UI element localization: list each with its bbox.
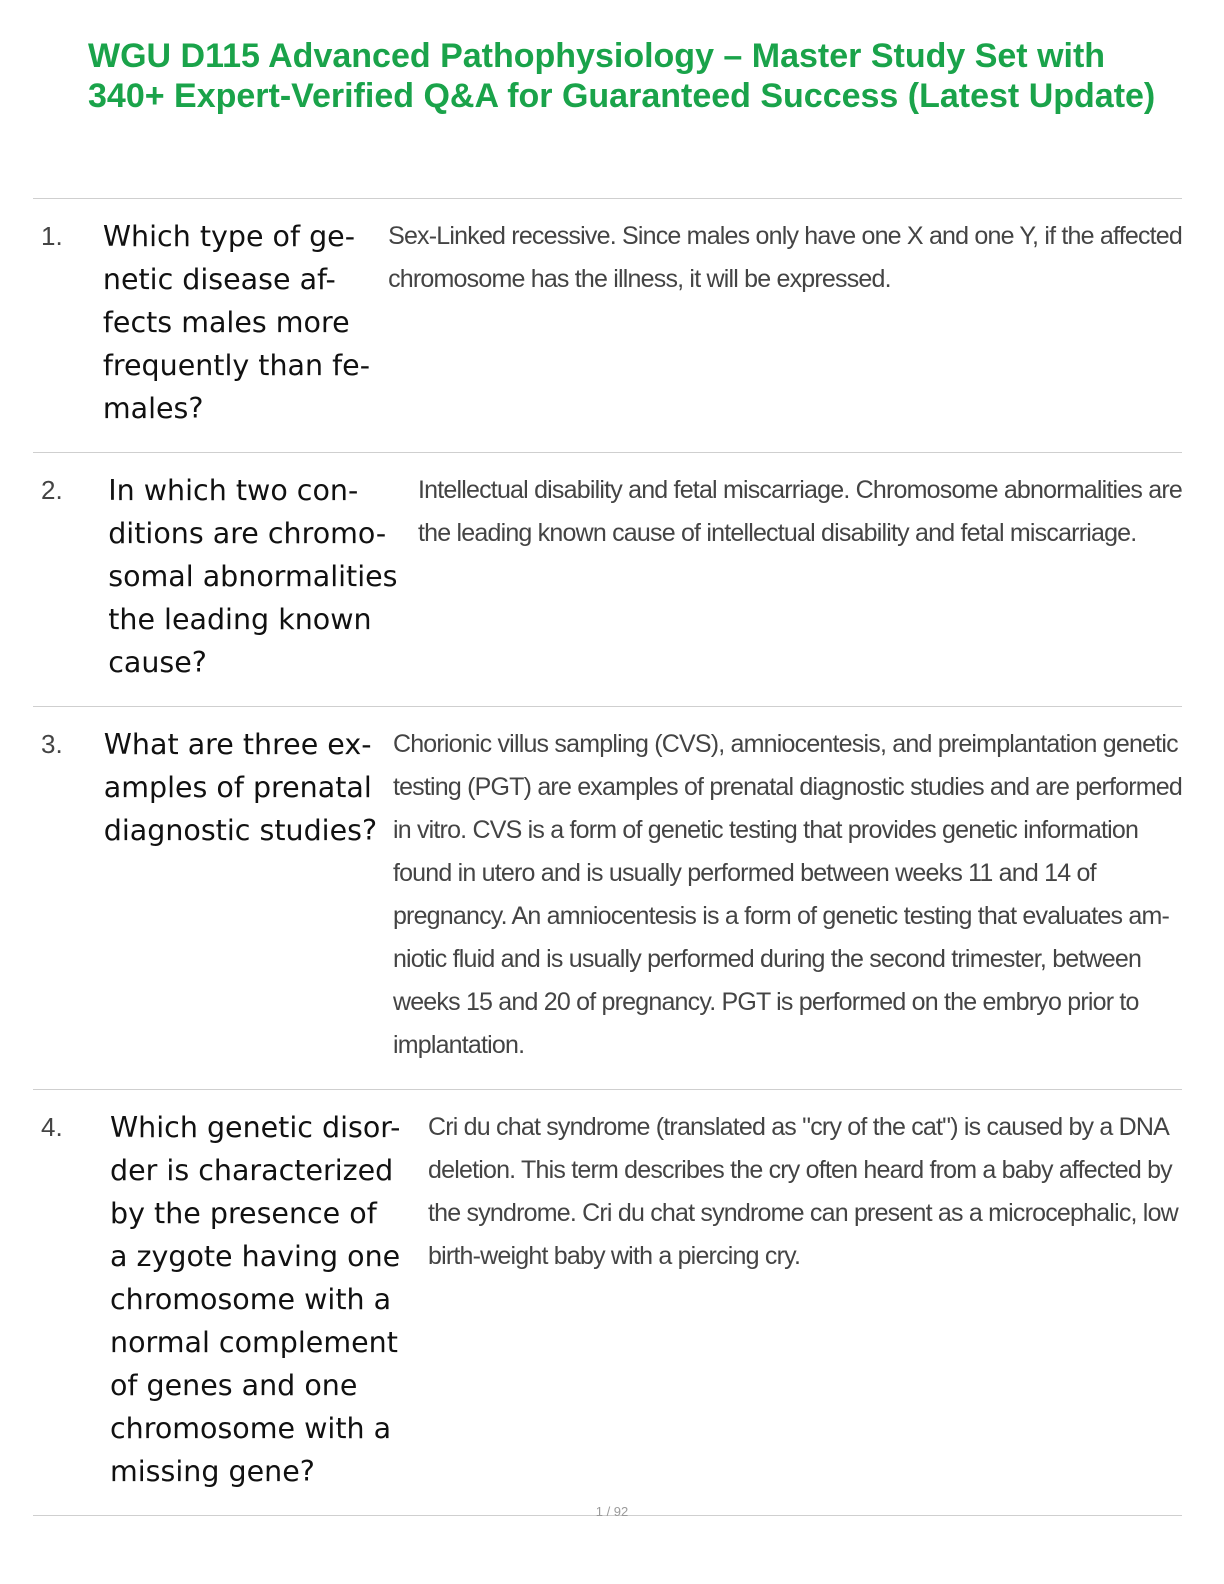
answer-line: pregnancy. An amniocentesis is a form of genetic testing that evaluates am- (392, 902, 1170, 930)
answer-line: found in utero and is usually performed between weeks 11 and 14 of (392, 859, 1096, 887)
question-line: a zygote having one (110, 1240, 401, 1273)
title-line-2: 340+ Expert-Verified Q&A for Guaranteed Success (Latest Update) (88, 77, 1156, 115)
question-text (103, 215, 388, 430)
qa-list (33, 198, 1182, 1516)
answer-line: in vitro. CVS is a form of genetic testing that provides genetic information (392, 816, 1139, 844)
qa-row (33, 453, 1182, 707)
answer-text (418, 469, 1182, 555)
question-line: males? (102, 392, 204, 425)
question-line: In which two con- (108, 474, 359, 507)
qa-row (33, 1090, 1182, 1516)
question-number: 4. (41, 1112, 63, 1142)
question-line: der is characterized (110, 1154, 394, 1187)
question-line: ditions are chromo- (108, 517, 387, 550)
question-line: missing gene? (110, 1455, 315, 1488)
question-line: chromosome with a (110, 1283, 392, 1316)
answer-line: Cri du chat syndrome (translated as "cry of the cat") is caused by a DNA (428, 1113, 1170, 1141)
answer-line: deletion. This term describes the cry often heard from a baby affected by (428, 1156, 1172, 1184)
question-text (110, 1106, 428, 1493)
question-text (104, 723, 393, 852)
answer-line: chromosome has the illness, it will be expressed. (388, 265, 891, 293)
question-line: netic disease af- (102, 263, 336, 296)
question-line: chromosome with a (110, 1412, 392, 1445)
question-number: 1. (41, 221, 63, 251)
page-number: 1 / 92 (595, 1504, 629, 1519)
answer-line: implantation. (392, 1031, 525, 1059)
question-line: of genes and one (110, 1369, 358, 1402)
question-line: normal complement (110, 1326, 398, 1359)
answer-line: Sex-Linked recessive. Since males only have one X and one Y, if the affected (388, 222, 1182, 250)
answer-line: niotic fluid and is usually performed during the second trimester, between (392, 945, 1142, 973)
answer-text (393, 723, 1182, 1067)
question-line: fects males more (102, 306, 350, 339)
answer-line: the leading known cause of intellectual disability and fetal miscarriage. (418, 519, 1137, 547)
question-text (108, 469, 418, 684)
answer-text (428, 1106, 1182, 1278)
answer-line: birth-weight baby with a piercing cry. (428, 1242, 801, 1270)
answer-line: testing (PGT) are examples of prenatal diagnostic studies and are performed (392, 773, 1182, 801)
answer-text (388, 215, 1182, 301)
question-line: amples of prenatal (103, 771, 372, 804)
answer-line: weeks 15 and 20 of pregnancy. PGT is performed on the embryo prior to (392, 988, 1139, 1016)
question-line: What are three ex- (103, 728, 372, 761)
question-line: frequently than fe- (102, 349, 370, 382)
question-number: 2. (41, 475, 63, 505)
question-line: by the presence of (110, 1197, 377, 1230)
answer-line: Chorionic villus sampling (CVS), amniocentesis, and preimplantation genetic (392, 730, 1178, 758)
document-title (88, 36, 1218, 116)
question-number: 3. (41, 729, 63, 759)
question-line: somal abnormalities (108, 560, 398, 593)
title-line-1: WGU D115 Advanced Pathophysiology – Master Study Set with (88, 37, 1106, 75)
question-line: cause? (108, 646, 207, 679)
question-line: Which type of ge- (102, 220, 355, 253)
qa-row (33, 707, 1182, 1090)
question-line: diagnostic studies? (103, 814, 378, 847)
question-line: Which genetic disor- (110, 1111, 401, 1144)
answer-line: Intellectual disability and fetal miscarriage. Chromosome abnormalities are (418, 476, 1182, 504)
question-line: the leading known (108, 603, 372, 636)
answer-line: the syndrome. Cri du chat syndrome can present as a microcephalic, low (428, 1199, 1178, 1227)
qa-row (33, 199, 1182, 453)
